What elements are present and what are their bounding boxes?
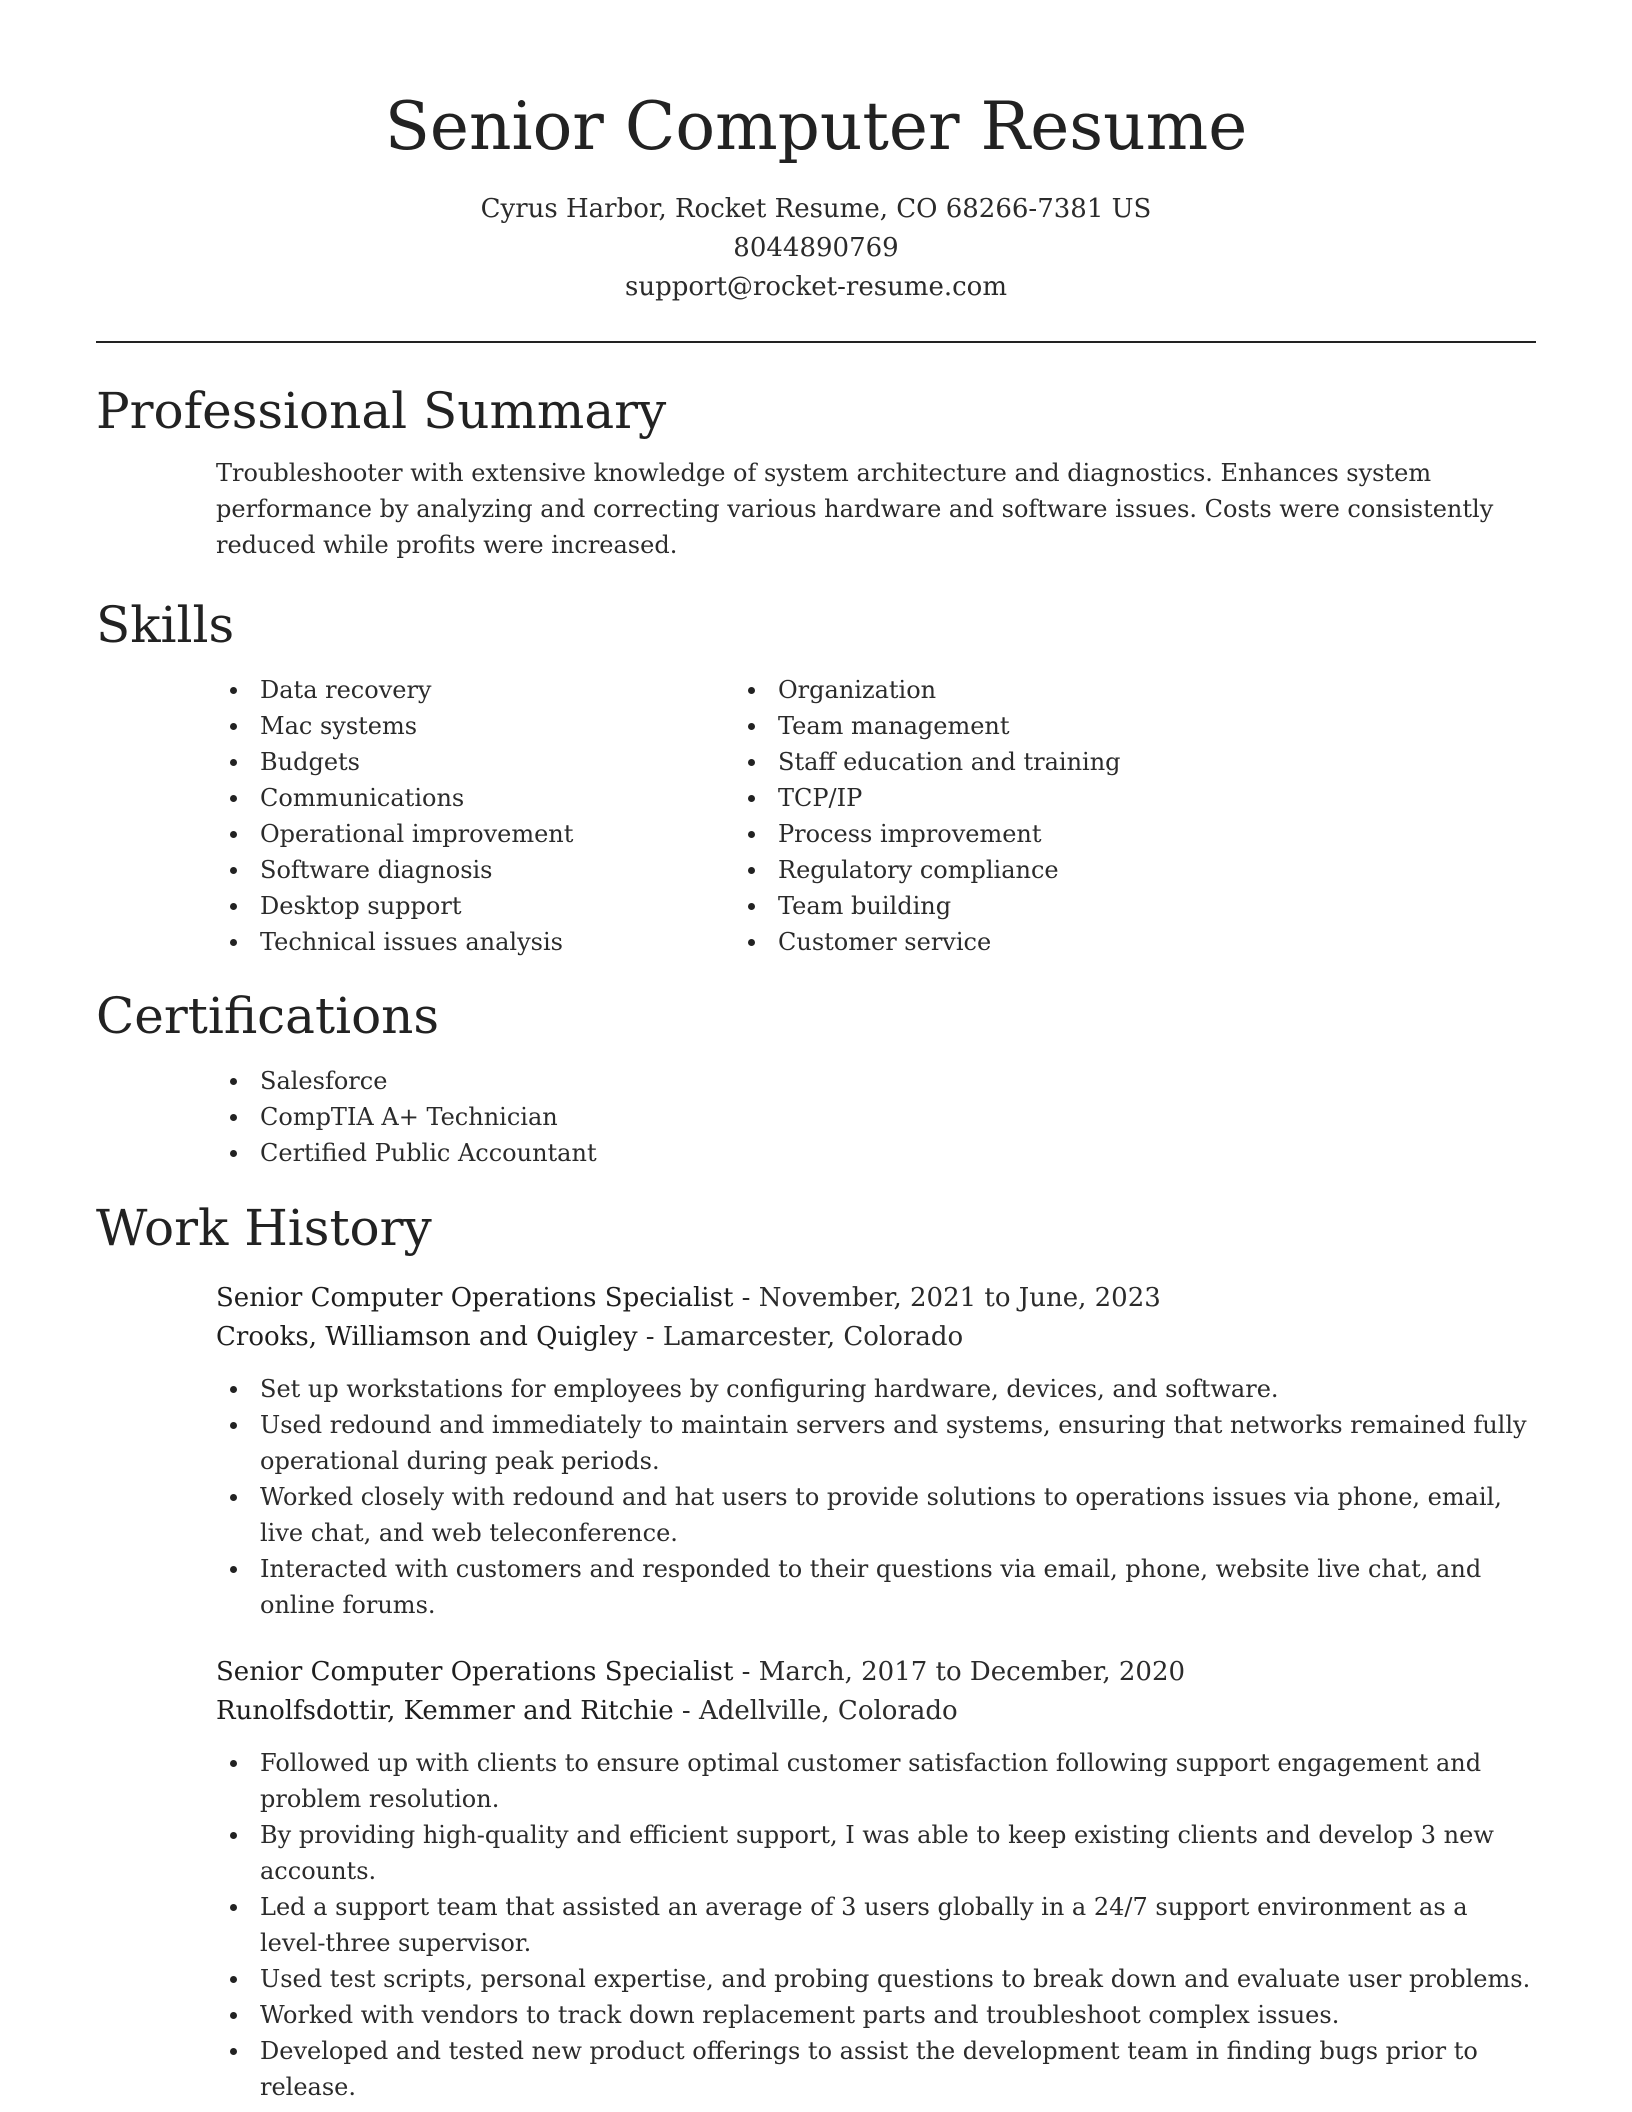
skills-list-right — [614, 672, 1264, 960]
skill-item: Data recovery — [96, 672, 746, 708]
skill-item: Technical issues analysis — [96, 924, 746, 960]
contact-phone: 8044890769 — [733, 233, 899, 263]
job-bullet: By providing high-quality and efficient support, I was able to keep existing clients and develop 3 new accounts. — [216, 1817, 1536, 1889]
certifications-section — [96, 985, 1536, 1171]
contact-email: support@rocket-resume.com — [624, 272, 1007, 302]
job-bullet: Worked with vendors to track down replacement parts and troubleshoot complex issues. — [216, 1997, 1536, 2033]
skills-heading: Skills — [96, 596, 235, 654]
job-bullet: Used redound and immediately to maintain servers and systems, ensuring that networks remained fully operational during peak periods. — [216, 1407, 1536, 1479]
job-entry — [216, 1653, 1536, 2105]
skill-item: Team building — [614, 888, 1264, 924]
job-title-line — [216, 1279, 1536, 1318]
skills-columns — [96, 672, 1536, 960]
job-company-line — [216, 1318, 1536, 1357]
job-bullets — [216, 1371, 1536, 1623]
job-location: - Adellville, Colorado — [673, 1696, 958, 1726]
resume-header — [0, 0, 1632, 307]
job-bullet: Set up workstations for employees by configuring hardware, devices, and software. — [216, 1371, 1536, 1407]
job-entry — [216, 1279, 1536, 1623]
skill-item: Budgets — [96, 744, 746, 780]
skill-item: Communications — [96, 780, 746, 816]
job-dates: - March, 2017 to December, 2020 — [733, 1657, 1186, 1687]
skill-item: Mac systems — [96, 708, 746, 744]
skill-item: Software diagnosis — [96, 852, 746, 888]
certification-item: Salesforce — [96, 1063, 1536, 1099]
job-bullet: Interacted with customers and responded to their questions via email, phone, website live chat, and online forums. — [216, 1551, 1536, 1623]
certifications-heading: Certifications — [96, 987, 440, 1045]
summary-text: Troubleshooter with extensive knowledge of system architecture and diagnostics. Enhances system performance by analyzing and correcting various hardware and software issues. Costs were consistently reduced while profits were increased. — [216, 459, 1494, 559]
job-bullet: Followed up with clients to ensure optimal customer satisfaction following support engagement and problem resolution. — [216, 1745, 1536, 1817]
header-divider — [96, 341, 1536, 343]
job-bullet: Worked closely with redound and hat users to provide solutions to operations issues via phone, email, live chat, and web teleconference. — [216, 1479, 1536, 1551]
summary-section — [96, 380, 1536, 563]
contact-address: Cyrus Harbor, Rocket Resume, CO 68266-7381 US — [480, 194, 1152, 224]
skill-item: Staff education and training — [614, 744, 1264, 780]
skill-item: Organization — [614, 672, 1264, 708]
job-title-line — [216, 1653, 1536, 1692]
job-company-line — [216, 1692, 1536, 1731]
certification-item: Certified Public Accountant — [96, 1135, 1536, 1171]
skill-item: TCP/IP — [614, 780, 1264, 816]
skills-section — [96, 594, 1536, 960]
job-location: - Lamarcester, Colorado — [637, 1322, 964, 1352]
work-history-section — [96, 1197, 1536, 2105]
skill-item: Operational improvement — [96, 816, 746, 852]
job-dates: - November, 2021 to June, 2023 — [733, 1283, 1161, 1313]
resume-title: Senior Computer Resume — [384, 88, 1248, 165]
job-company: Crooks, Williamson and Quigley — [216, 1322, 638, 1352]
contact-block — [0, 190, 1632, 307]
job-bullet: Developed and tested new product offerings to assist the development team in finding bugs prior to release. — [216, 2033, 1536, 2105]
job-bullet: Led a support team that assisted an average of 3 users globally in a 24/7 support environment as a level-three supervisor. — [216, 1889, 1536, 1961]
skill-item: Regulatory compliance — [614, 852, 1264, 888]
summary-heading: Professional Summary — [96, 382, 667, 440]
skill-item: Team management — [614, 708, 1264, 744]
skill-item: Process improvement — [614, 816, 1264, 852]
certification-item: CompTIA A+ Technician — [96, 1099, 1536, 1135]
job-company: Runolfsdottir, Kemmer and Ritchie — [216, 1696, 674, 1726]
certifications-list — [96, 1063, 1536, 1171]
work-history-heading: Work History — [96, 1199, 432, 1257]
job-title: Senior Computer Operations Specialist — [216, 1283, 734, 1313]
skill-item: Customer service — [614, 924, 1264, 960]
skill-item: Desktop support — [96, 888, 746, 924]
job-title: Senior Computer Operations Specialist — [216, 1657, 734, 1687]
job-bullet: Used test scripts, personal expertise, and probing questions to break down and evaluate user problems. — [216, 1961, 1536, 1997]
job-bullets — [216, 1745, 1536, 2105]
